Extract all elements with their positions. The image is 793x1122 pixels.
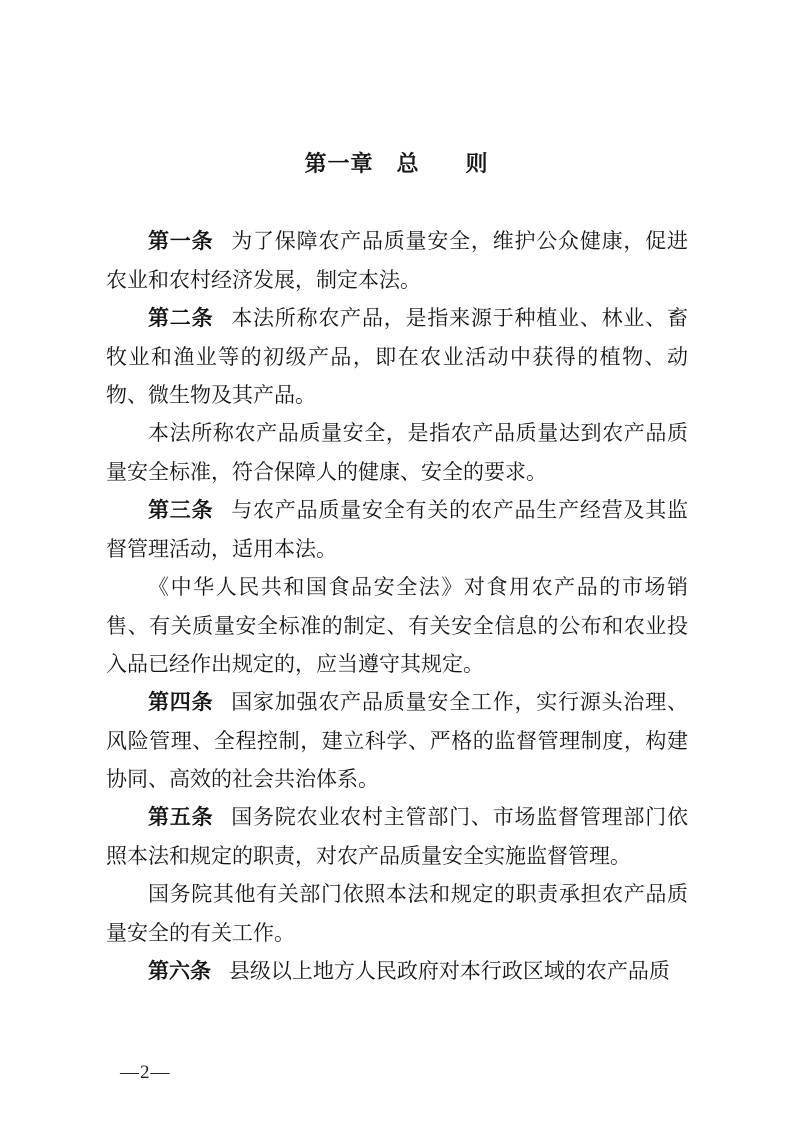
paragraph-text: 《中华人民共和国食品安全法》对食用农产品的市场销售、有关质量安全标准的制定、有关安全信息的公布和农业投入品已经作出规定的，应当遵守其规定。 xyxy=(106,575,688,676)
paragraph-text: 县级以上地方人民政府对本行政区域的农产品质 xyxy=(228,959,670,983)
paragraph-text: 本法所称农产品质量安全，是指农产品质量达到农产品质量安全标准，符合保障人的健康、安全的要求。 xyxy=(106,421,688,484)
paragraph-text: 为了保障农产品质量安全，维护公众健康，促进农业和农村经济发展，制定本法。 xyxy=(106,229,689,292)
chapter-title: 第一章 总 则 xyxy=(304,151,489,176)
article-number: 第三条 xyxy=(148,499,214,522)
article-number: 第二条 xyxy=(148,307,214,330)
paragraph-text: 本法所称农产品，是指来源于种植业、林业、畜牧业和渔业等的初级产品，即在农业活动中获得的植物、动物、微生物及其产品。 xyxy=(106,306,689,407)
paragraph-text: 国家加强农产品质量安全工作，实行源头治理、风险管理、全程控制，建立科学、严格的监督管理制度，构建协同、高效的社会共治体系。 xyxy=(106,690,689,791)
paragraph-article-2 xyxy=(106,299,688,414)
document-body xyxy=(106,222,688,991)
paragraph-article-6 xyxy=(106,952,688,991)
paragraph-article-5-clause-2 xyxy=(106,875,688,952)
paragraph-article-3 xyxy=(106,491,688,568)
paragraph-article-1 xyxy=(106,222,688,299)
page-number: —2— xyxy=(120,1062,171,1083)
paragraph-text: 与农产品质量安全有关的农产品生产经营及其监督管理活动，适用本法。 xyxy=(106,498,689,561)
article-number: 第一条 xyxy=(148,230,214,253)
paragraph-article-5 xyxy=(106,798,688,875)
paragraph-text: 国务院农业农村主管部门、市场监督管理部门依照本法和规定的职责，对农产品质量安全实施监督管理。 xyxy=(106,805,689,868)
article-number: 第五条 xyxy=(148,806,214,829)
article-number: 第六条 xyxy=(148,960,211,983)
paragraph-text: 国务院其他有关部门依照本法和规定的职责承担农产品质量安全的有关工作。 xyxy=(106,882,688,945)
paragraph-article-4 xyxy=(106,683,688,798)
article-number: 第四条 xyxy=(148,691,214,714)
paragraph-article-3-clause-2 xyxy=(106,568,688,683)
paragraph-article-2-clause-2 xyxy=(106,414,688,491)
